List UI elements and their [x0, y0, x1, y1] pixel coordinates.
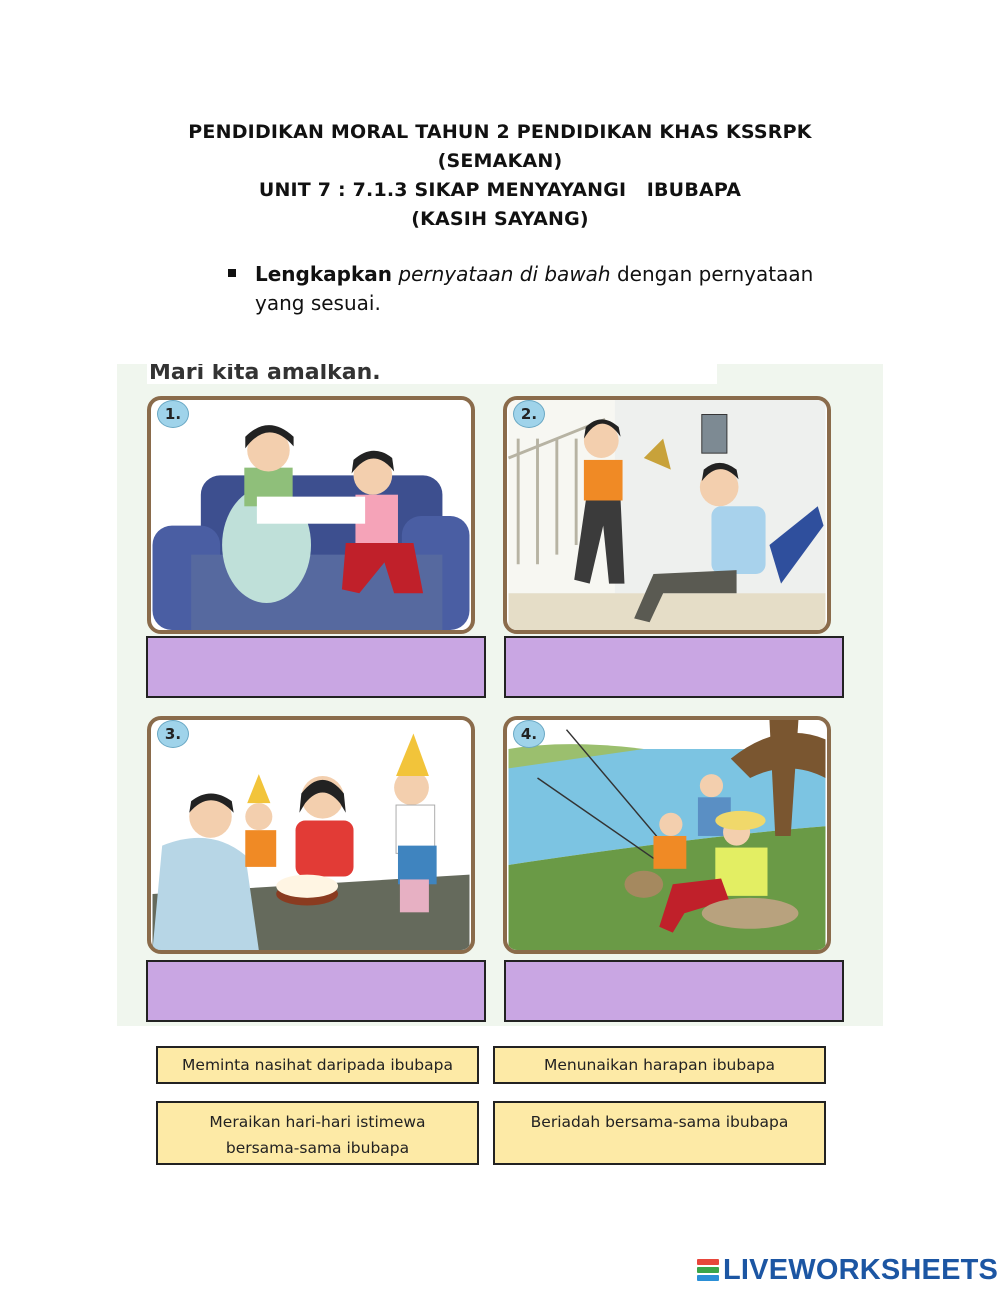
title-line-4: (KASIH SAYANG)	[411, 208, 589, 230]
instruction-italic: pernyataan di bawah	[398, 262, 611, 286]
worksheet-title	[0, 118, 1000, 234]
liveworksheets-logo-icon	[697, 1256, 719, 1284]
option-text-4: Beriadah bersama-sama ibubapa	[530, 1113, 789, 1131]
fishing-scene-image	[507, 720, 827, 950]
answer-box-2[interactable]	[504, 636, 844, 698]
option-text-2: Menunaikan harapan ibubapa	[543, 1056, 776, 1074]
answer-box-4[interactable]	[504, 960, 844, 1022]
title-line-1: PENDIDIKAN MORAL TAHUN 2 PENDIDIKAN KHAS KSSRPK	[188, 121, 812, 143]
picture-number-2: 2.	[513, 400, 545, 428]
answer-box-3[interactable]	[146, 960, 486, 1022]
picture-number-1: 1.	[157, 400, 189, 428]
picture-4	[503, 716, 831, 954]
instruction-bold: Lengkapkan	[255, 262, 393, 286]
instruction	[228, 260, 848, 318]
picture-number-4: 4.	[513, 720, 545, 748]
title-line-2: (SEMAKAN)	[437, 150, 563, 172]
option-card-1[interactable]	[156, 1046, 479, 1084]
birthday-scene-image	[151, 720, 471, 950]
option-card-2[interactable]	[493, 1046, 826, 1084]
option-text-3a: Meraikan hari-hari istimewa	[209, 1113, 426, 1131]
instruction-rest: dengan pernyataan yang sesuai.	[255, 262, 814, 315]
picture-number-3: 3.	[157, 720, 189, 748]
logo-text: LIVEWORKSHEETS	[723, 1253, 999, 1286]
option-card-4[interactable]	[493, 1101, 826, 1165]
sofa-scene-image	[151, 400, 471, 630]
option-text-3b: bersama-sama ibubapa	[225, 1139, 410, 1157]
trophy-scene-image	[507, 400, 827, 630]
panel-heading: Mari kita amalkan.	[147, 364, 717, 384]
title-line-3: UNIT 7 : 7.1.3 SIKAP MENYAYANGI IBUBAPA	[258, 179, 742, 201]
picture-2	[503, 396, 831, 634]
bullet-icon	[228, 269, 236, 277]
option-card-3[interactable]	[156, 1101, 479, 1165]
liveworksheets-logo[interactable]	[697, 1254, 998, 1286]
picture-1	[147, 396, 475, 634]
answer-box-1[interactable]	[146, 636, 486, 698]
picture-panel	[117, 364, 883, 1026]
option-text-1: Meminta nasihat daripada ibubapa	[182, 1056, 453, 1074]
picture-3	[147, 716, 475, 954]
